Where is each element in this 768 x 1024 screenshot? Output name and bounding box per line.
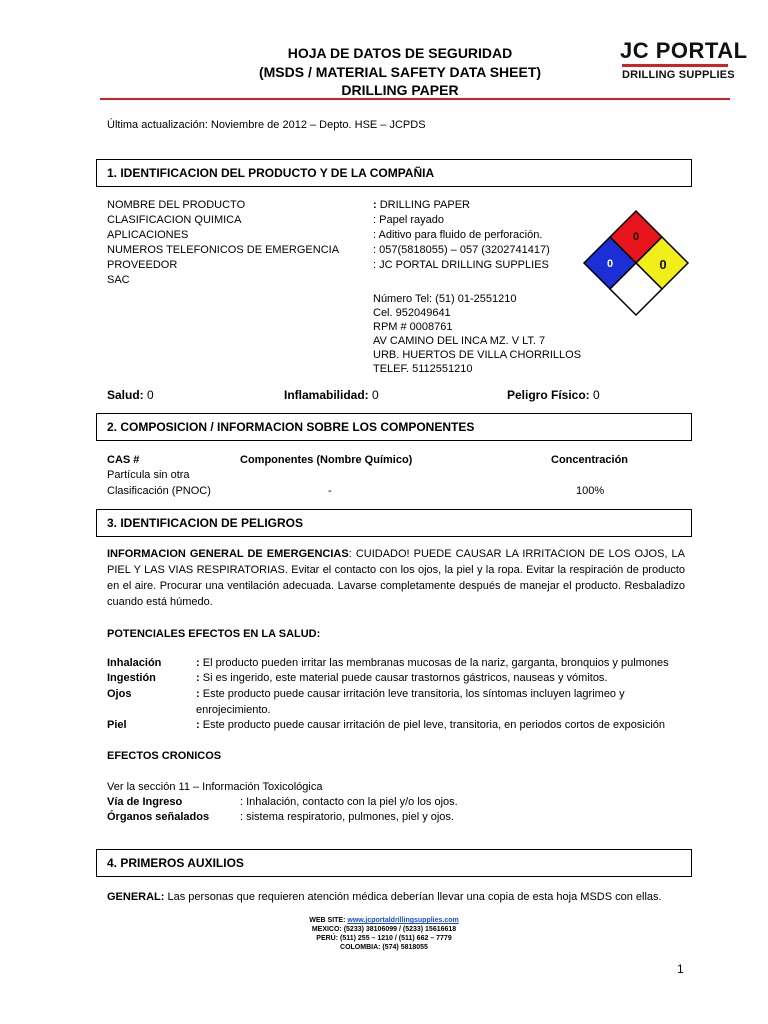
effect-text-eyes: : Este producto puede causar irritación leve transitoria, los síntomas incluyen lagrimeo y — [196, 688, 625, 700]
footer-website: WEB SITE: www.jcportaldrillingsupplies.com — [309, 917, 459, 924]
value-product-name: : DRILLING PAPER — [373, 199, 471, 211]
label-emergency-phones: NUMEROS TELEFONICOS DE EMERGENCIA — [107, 244, 340, 256]
value-emergency-phones: : 057(5818055) – 057 (3202741417) — [373, 244, 550, 256]
col-header-cas: CAS # — [107, 454, 140, 466]
label-chem-class: CLASIFICACION QUIMICA — [107, 214, 242, 226]
route-label: Vía de Ingreso — [107, 796, 183, 808]
nfpa-fire-value: 0 — [632, 231, 640, 243]
nfpa-reactivity-value: 0 — [659, 257, 667, 272]
website-link[interactable]: www.jcportaldrillingsupplies.com — [347, 917, 459, 924]
label-applications: APLICACIONES — [107, 229, 189, 241]
effect-text-ingestion: : Si es ingerido, este material puede causar trastornos gástricos, nauseas y vómitos. — [196, 672, 608, 684]
contact-telef: TELEF. 5112551210 — [373, 363, 473, 375]
logo-underline — [622, 64, 728, 67]
effect-label-eyes: Ojos — [107, 688, 132, 700]
section-2-header — [96, 413, 692, 441]
effect-text-inhalation: : El producto pueden irritar las membranas mucosas de la nariz, garganta, bronquios y pulmones — [196, 657, 669, 669]
product-id-values — [373, 198, 550, 273]
section-2-title: 2. COMPOSICION / INFORMACION SOBRE LOS COMPONENTES — [107, 420, 475, 434]
route-text: : Inhalación, contacto con la piel y/o los ojos. — [240, 796, 458, 808]
last-update: Última actualización: Noviembre de 2012 – Depto. HSE – JCPDS — [107, 119, 426, 131]
footer-peru: PERÚ: (511) 255 – 1210 / (511) 662 – 7779 — [316, 935, 452, 942]
section-1-title: 1. IDENTIFICACION DEL PRODUCTO Y DE LA COMPAÑIA — [107, 166, 435, 180]
page-number: 1 — [677, 962, 684, 976]
chronic-effects-title: EFECTOS CRONICOS — [107, 750, 222, 762]
section-4-title: 4. PRIMEROS AUXILIOS — [107, 856, 244, 870]
component-desc-line1: Partícula sin otra — [107, 469, 190, 481]
header-rule — [100, 98, 730, 100]
section-3-header — [96, 509, 692, 537]
first-aid-general: GENERAL: Las personas que requieren atención médica deberían llevar una copia de esta hoja MSDS con ellas. — [107, 891, 662, 903]
component-concentration: 100% — [576, 485, 605, 497]
value-chem-class: : Papel rayado — [373, 214, 444, 226]
company-logo-text: JC PORTAL — [620, 38, 748, 63]
effect-text-skin: : Este producto puede causar irritación de piel leve, transitoria, en periodos cortos de exposición — [196, 719, 665, 731]
component-desc-line2: Clasificación (PNOC) — [107, 485, 211, 497]
col-header-concentration: Concentración — [551, 454, 629, 466]
rating-flammability: Inflamabilidad: 0 — [284, 388, 379, 402]
organs-label: Órganos señalados — [107, 811, 210, 823]
emergency-info-paragraph: INFORMACION GENERAL DE EMERGENCIAS: CUIDADO! PUEDE CAUSAR LA IRRITACION DE LOS OJOS, LA PIEL Y LAS VIAS RESPIRATORIAS. Evitar el contacto con los ojos, la piel y la ropa. Evitar la respiración de producto en el aire. Procurar una ventilación adecuada. Lavarse completamente después de manejar el producto. Resbaladizo cuando está húmedo. — [107, 548, 685, 608]
nfpa-diamond-icon — [582, 208, 690, 318]
nfpa-health-value: 0 — [606, 258, 614, 270]
contact-address1: AV CAMINO DEL INCA MZ. V LT. 7 — [373, 335, 546, 347]
effect-label-inhalation: Inhalación — [107, 657, 162, 669]
company-logo-subtitle: DRILLING SUPPLIES — [622, 69, 735, 81]
doc-title-line1: HOJA DE DATOS DE SEGURIDAD — [287, 45, 513, 61]
label-supplier: PROVEEDOR — [107, 259, 178, 271]
section-1-header — [96, 159, 692, 187]
footer-colombia: COLOMBIA: (574) 5818055 — [340, 944, 428, 951]
label-product-name: NOMBRE DEL PRODUCTO — [107, 199, 246, 211]
col-header-components: Componentes (Nombre Químico) — [240, 454, 413, 466]
effect-text-eyes-cont: enrojecimiento. — [196, 704, 271, 716]
organs-text: : sistema respiratorio, pulmones, piel y ojos. — [240, 811, 454, 823]
contact-cell: Cel. 952049641 — [373, 307, 451, 319]
health-effects-title: POTENCIALES EFECTOS EN LA SALUD: — [107, 628, 321, 640]
footer-mexico: MEXICO: (5233) 38106099 / (5233) 15616618 — [311, 926, 457, 933]
chronic-reference: Ver la sección 11 – Información Toxicológica — [107, 781, 323, 793]
contact-address2: URB. HUERTOS DE VILLA CHORRILLOS — [373, 349, 582, 361]
component-name: - — [328, 485, 332, 497]
doc-title-line2: (MSDS / MATERIAL SAFETY DATA SHEET) — [258, 64, 542, 80]
product-id-labels — [107, 198, 339, 288]
section-3-title: 3. IDENTIFICACION DE PELIGROS — [107, 516, 304, 530]
effect-label-ingestion: Ingestión — [107, 672, 156, 684]
doc-title-line3: DRILLING PAPER — [341, 82, 459, 98]
footer-contacts — [240, 916, 528, 952]
supplier-contact-block — [373, 292, 581, 376]
value-applications: : Aditivo para fluido de perforación. — [373, 229, 543, 241]
contact-rpm: RPM # 0008761 — [373, 321, 453, 333]
section-4-header — [96, 849, 692, 877]
label-sac: SAC — [107, 274, 130, 286]
effect-label-skin: Piel — [107, 719, 127, 731]
rating-health: Salud: 0 — [107, 388, 154, 402]
contact-phone: Número Tel: (51) 01-2551210 — [373, 293, 517, 305]
rating-physical-hazard: Peligro Físico: 0 — [507, 388, 600, 402]
value-supplier: : JC PORTAL DRILLING SUPPLIES — [373, 259, 549, 271]
